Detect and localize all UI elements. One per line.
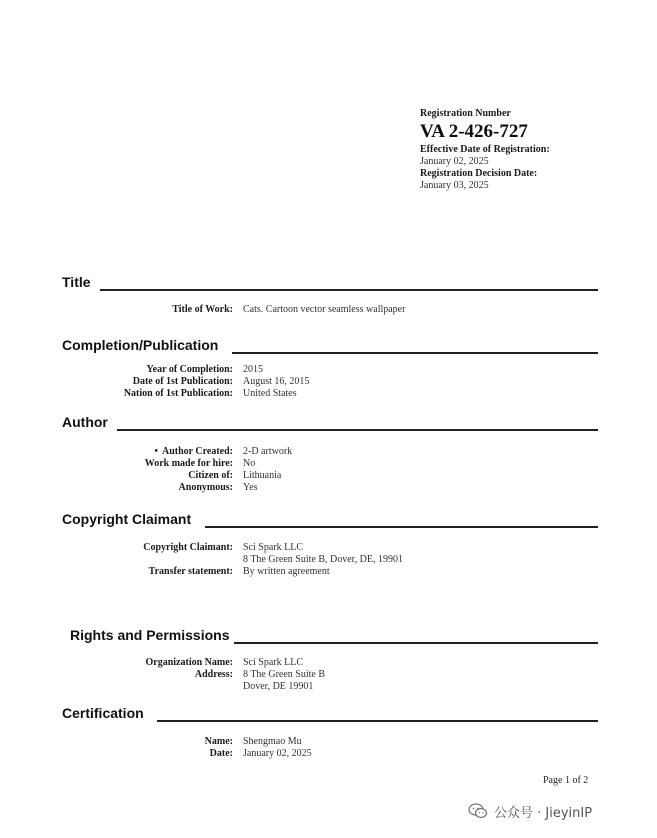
page-number: Page 1 of 2 — [543, 775, 589, 786]
section-rule — [234, 642, 598, 644]
field-row — [62, 364, 598, 376]
field-value: By written agreement — [243, 566, 330, 577]
field-row — [62, 657, 598, 669]
field-label: Nation of 1st Publication: — [123, 388, 233, 399]
field-value: 2-D artwork — [243, 446, 293, 457]
field-row — [62, 470, 598, 482]
field-row — [62, 554, 598, 566]
field-label: Year of Completion: — [146, 364, 233, 375]
section-rows — [62, 304, 598, 316]
section-header — [62, 510, 598, 530]
field-label: Name: — [204, 736, 233, 747]
field-row — [62, 681, 598, 693]
section-claimant — [62, 510, 598, 577]
section-completion-heading: Completion/Publication — [62, 336, 224, 354]
field-label: Transfer statement: — [148, 566, 233, 577]
section-rights — [70, 626, 598, 692]
field-value: Shengmao Mu — [243, 736, 302, 747]
field-label: Title of Work: — [172, 304, 233, 315]
section-rows — [62, 364, 598, 400]
section-rows — [62, 657, 598, 693]
decision-date-value: January 03, 2025 — [420, 180, 489, 191]
field-value: Sci Spark LLC — [243, 542, 303, 553]
field-value: United States — [243, 388, 297, 399]
field-label: Copyright Claimant: — [143, 542, 233, 553]
section-rule — [232, 352, 598, 354]
field-row — [62, 736, 598, 748]
section-completion — [62, 336, 598, 399]
decision-date-label: Registration Decision Date: — [420, 168, 538, 179]
field-value: 2015 — [243, 364, 263, 375]
field-value: August 16, 2015 — [243, 376, 310, 387]
section-certification — [62, 704, 598, 759]
registration-block — [420, 108, 640, 192]
registration-number: VA 2-426-727 — [420, 121, 528, 142]
field-row — [62, 388, 598, 400]
effective-date-value: January 02, 2025 — [420, 156, 489, 167]
field-row — [62, 446, 598, 458]
field-row — [62, 376, 598, 388]
section-author-heading: Author — [62, 413, 114, 431]
section-header — [62, 413, 598, 433]
field-value: Yes — [243, 482, 258, 493]
field-row — [62, 748, 598, 760]
field-value: Sci Spark LLC — [243, 657, 303, 668]
section-rows — [62, 736, 598, 760]
section-header — [62, 336, 598, 356]
effective-date-label: Effective Date of Registration: — [420, 144, 550, 155]
field-label: Citizen of: — [188, 470, 233, 481]
field-row — [62, 542, 598, 554]
section-header — [62, 704, 598, 724]
registration-number-label: Registration Number — [420, 108, 511, 119]
field-label — [62, 446, 243, 458]
field-row — [62, 482, 598, 494]
field-row — [62, 304, 598, 316]
section-claimant-heading: Copyright Claimant — [62, 510, 197, 528]
field-value: Dover, DE 19901 — [243, 681, 314, 692]
section-rights-heading: Rights and Permissions — [70, 626, 235, 644]
watermark — [468, 800, 592, 822]
field-value: Lithuania — [243, 470, 282, 481]
field-row — [62, 566, 598, 578]
field-label: Anonymous: — [178, 482, 233, 493]
field-value: 8 The Green Suite B — [243, 669, 326, 680]
field-label: Organization Name: — [145, 657, 233, 668]
field-label: Address: — [194, 669, 233, 680]
field-label: Date: — [209, 748, 233, 759]
field-label: Date of 1st Publication: — [132, 376, 233, 387]
section-rows — [62, 446, 598, 494]
field-label: Work made for hire: — [144, 458, 233, 469]
field-value: 8 The Green Suite B, Dover, DE, 19901 — [243, 554, 403, 565]
section-rule — [100, 289, 598, 291]
field-value: January 02, 2025 — [243, 748, 312, 759]
field-label-text: Author Created: — [161, 446, 233, 457]
section-title — [62, 273, 598, 315]
section-header — [62, 273, 598, 293]
bullet-marker: • — [154, 446, 158, 457]
section-rule — [205, 526, 598, 528]
watermark-text: 公众号 · JieyinIP — [494, 805, 593, 821]
wechat-icon — [468, 803, 488, 819]
section-certification-heading: Certification — [62, 704, 150, 722]
field-row — [62, 669, 598, 681]
field-row — [62, 458, 598, 470]
field-value: No — [243, 458, 256, 469]
section-rule — [157, 720, 598, 722]
section-title-heading: Title — [62, 273, 97, 291]
field-value: Cats. Cartoon vector seamless wallpaper — [243, 304, 406, 315]
section-rows — [62, 542, 598, 578]
section-rule — [117, 429, 598, 431]
field-label — [62, 681, 243, 693]
field-label — [62, 554, 243, 566]
section-header — [70, 626, 598, 646]
section-author — [62, 413, 598, 493]
